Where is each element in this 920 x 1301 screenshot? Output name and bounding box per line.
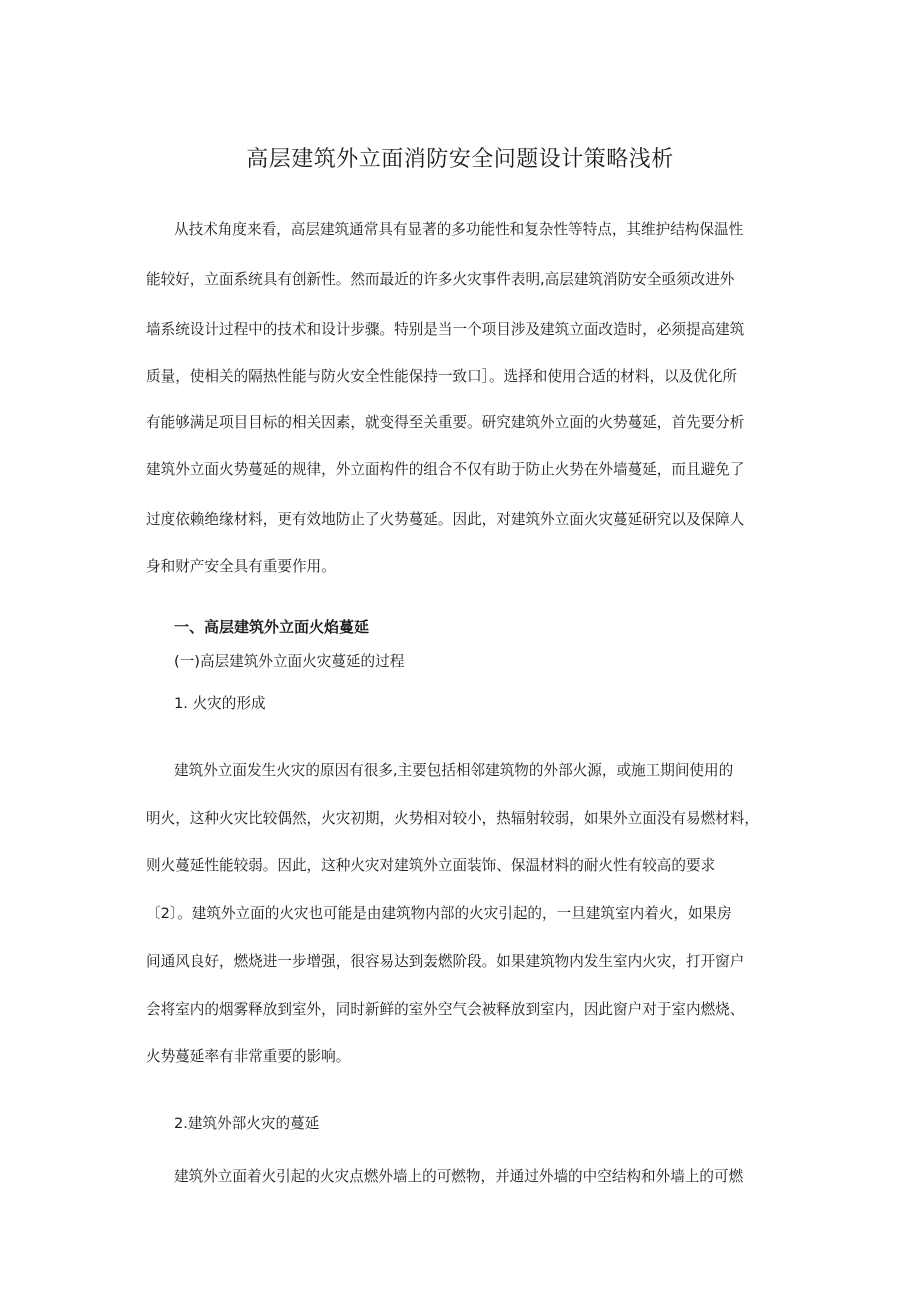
subsection-heading: (一)高层建筑外立面火灾蔓延的过程 [174, 653, 405, 670]
intro-line: 过度依赖绝缘材料，更有效地防止了火势蔓延。因此，对建筑外立面火灾蔓延研究以及保障人 [146, 511, 745, 528]
intro-line: 从技术角度来看，高层建筑通常具有显著的多功能性和复杂性等特点，其维护结构保温性 [174, 221, 744, 238]
body-line: 间通风良好，燃烧进一步增强，很容易达到轰燃阶段。如果建筑物内发生室内火灾，打开窗户 [146, 953, 745, 970]
intro-line: 建筑外立面火势蔓延的规律，外立面构件的组合不仅有助于防止火势在外墙蔓延，而且避免了 [146, 461, 745, 478]
item-heading: 2.建筑外部火灾的蔓延 [174, 1115, 320, 1132]
intro-line: 质量，使相关的隔热性能与防火安全性能保持一致口］。选择和使用合适的材料，以及优化所 [146, 368, 738, 385]
body-line: 则火蔓延性能较弱。因此，这种火灾对建筑外立面装饰、保温材料的耐火性有较高的要求 [146, 857, 716, 874]
body-line: 会将室内的烟雾释放到室外，同时新鲜的室外空气会被释放到室内，因此窗户对于室内燃烧、 [146, 1001, 745, 1018]
intro-line: 能较好，立面系统具有创新性。然而最近的许多火灾事件表明,高层建筑消防安全亟须改进外 [146, 271, 735, 288]
intro-line: 身和财产安全具有重要作用。 [146, 558, 336, 575]
body-line: 建筑外立面发生火灾的原因有很多,主要包括相邻建筑物的外部火源，或施工期间使用的 [174, 762, 734, 779]
body-line: 〔2〕。建筑外立面的火灾也可能是由建筑物内部的火灾引起的，一旦建筑室内着火，如果房 [146, 905, 732, 922]
intro-line: 墙系统设计过程中的技术和设计步骤。特别是当一个项目涉及建筑立面改造时，必须提高建筑 [146, 321, 745, 338]
document-title: 高层建筑外立面消防安全问题设计策略浅析 [246, 147, 674, 172]
intro-line: 有能够满足项目目标的相关因素，就变得至关重要。研究建筑外立面的火势蔓延，首先要分析 [146, 414, 745, 431]
body-line: 火势蔓延率有非常重要的影响。 [146, 1048, 351, 1065]
item-heading: 1. 火灾的形成 [174, 695, 266, 712]
section-heading: 一、高层建筑外立面火焰蔓延 [174, 618, 370, 636]
body-line: 明火，这种火灾比较偶然，火灾初期，火势相对较小，热辐射较弱，如果外立面没有易燃材料， [146, 810, 759, 827]
body-line: 建筑外立面着火引起的火灾点燃外墙上的可燃物，并通过外墙的中空结构和外墙上的可燃 [174, 1168, 744, 1185]
